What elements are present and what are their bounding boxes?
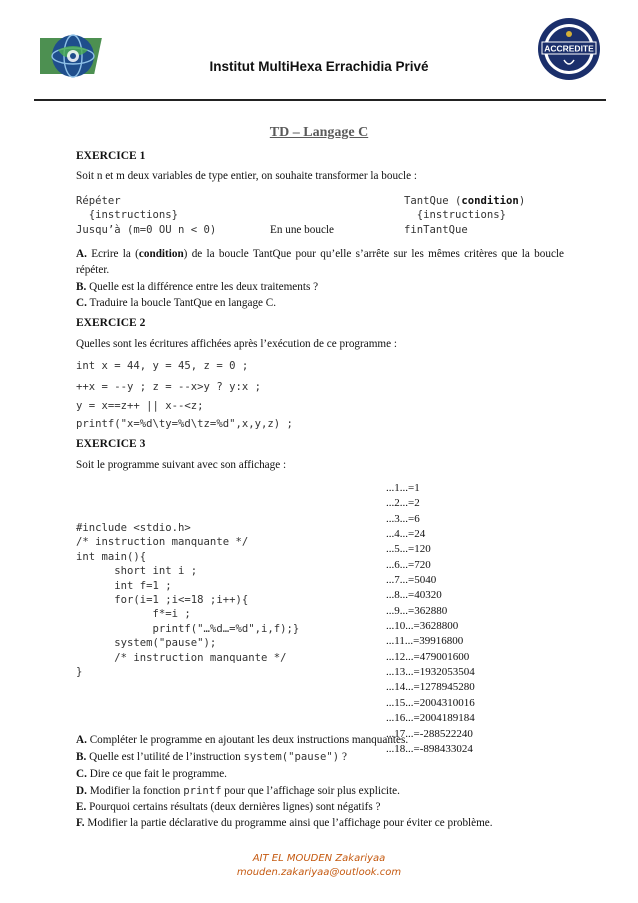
code-line: /* instruction manquante */ <box>76 536 249 549</box>
program-output <box>386 481 475 757</box>
tantque-line-3: finTantQue <box>404 224 468 236</box>
code-line: } <box>76 666 83 679</box>
output-line: ...4...=24 <box>386 528 426 541</box>
exercice-3-question-e: E. Pourquoi certains résultats (deux dernières lignes) sont négatifs ? <box>76 801 381 813</box>
repeat-line-1: Répéter <box>76 195 121 207</box>
accredite-text: ACCREDITE <box>544 43 594 54</box>
footer-author: AIT EL MOUDEN Zakariyaa <box>252 853 386 864</box>
output-line: ...7...=5040 <box>386 574 437 587</box>
exercice-3-question-c: C. Dire ce que fait le programme. <box>76 768 227 780</box>
exercice-1-heading: EXERCICE 1 <box>76 150 146 162</box>
tantque-line-2: {instructions} <box>404 209 507 221</box>
institute-name: Institut MultiHexa Errachidia Privé <box>209 59 429 74</box>
exercice-3-question-f: F. Modifier la partie déclarative du programme ainsi que l’affichage pour éviter ce problème. <box>76 817 493 829</box>
code-line: printf("x=%d\ty=%d\tz=%d",x,y,z) ; <box>76 418 293 430</box>
output-line: ...9...=362880 <box>386 604 448 617</box>
output-line: ...3...=6 <box>386 512 420 525</box>
footer-email: mouden.zakariyaa@outlook.com <box>236 867 402 878</box>
exercice-3-question-a: A. Compléter le programme en ajoutant les deux instructions manquantes. <box>76 734 409 746</box>
code-line: int x = 44, y = 45, z = 0 ; <box>76 360 249 372</box>
exercice-2-intro: Quelles sont les écritures affichées après l’exécution de ce programme : <box>76 338 397 350</box>
output-line: ...1...=1 <box>386 482 420 494</box>
repeat-line-3: Jusqu’à (m=0 OU n < 0) <box>76 224 217 236</box>
output-line: ...6...=720 <box>386 558 431 571</box>
page-title: TD – Langage C <box>269 125 369 140</box>
output-line: ...5...=120 <box>386 543 431 556</box>
code-line: int f=1 ; <box>76 579 172 592</box>
exercice-1-question-b: B. Quelle est la différence entre les deux traitements ? <box>76 281 319 293</box>
code-line: system("pause"); <box>76 637 217 650</box>
output-line: ...10...=3628800 <box>386 620 459 633</box>
middle-text: En une boucle <box>270 224 334 236</box>
footer <box>0 852 638 880</box>
exercice-2-heading: EXERCICE 2 <box>76 317 146 329</box>
output-line: ...8...=40320 <box>386 589 442 602</box>
exercice-3-question-b: B. Quelle est l’utilité de l’instruction system("pause") ? <box>76 751 347 763</box>
code-line: printf("…%d…=%d",i,f);} <box>76 622 300 635</box>
exercice-1-intro: Soit n et m deux variables de type entier, on souhaite transformer la boucle : <box>76 170 417 182</box>
output-line: ...15...=2004310016 <box>386 696 475 709</box>
code-line: /* instruction manquante */ <box>76 651 287 664</box>
code-line: f*=i ; <box>76 608 191 621</box>
exercice-3-intro: Soit le programme suivant avec son affichage : <box>76 459 287 471</box>
exercice-3-code-block <box>76 521 299 679</box>
repeat-line-2: {instructions} <box>76 209 179 221</box>
exercice-1-question-a: A. Ecrire la (condition) de la boucle TantQue pour qu’elle s’arrête sur les mêmes critères que la boucle répéter. <box>76 248 564 276</box>
output-line: ...17...=-288522240 <box>386 727 473 740</box>
header-divider <box>34 99 606 101</box>
code-line: short int i ; <box>76 565 198 578</box>
output-line: ...2...=2 <box>386 497 420 510</box>
output-line: ...12...=479001600 <box>386 650 470 663</box>
output-line: ...16...=2004189184 <box>386 712 475 725</box>
code-line: y = x==z++ || x--<z; <box>76 400 204 412</box>
code-line: int main(){ <box>76 550 147 563</box>
tantque-line-1: TantQue (condition) <box>404 195 526 207</box>
code-line: ++x = --y ; z = --x>y ? y:x ; <box>76 381 261 393</box>
code-line: #include <stdio.h> <box>76 522 191 534</box>
output-line: ...18...=-898433024 <box>386 742 473 755</box>
output-line: ...13...=1932053504 <box>386 666 475 679</box>
output-line: ...14...=1278945280 <box>386 681 475 694</box>
exercice-3-question-d: D. Modifier la fonction printf pour que l’affichage soir plus explicite. <box>76 785 400 797</box>
output-line: ...11...=39916800 <box>386 635 464 648</box>
exercice-1-question-c: C. Traduire la boucle TantQue en langage C. <box>76 297 277 309</box>
code-line: for(i=1 ;i<=18 ;i++){ <box>76 594 249 607</box>
exercice-3-heading: EXERCICE 3 <box>76 438 146 450</box>
institute-logo-globe-icon <box>40 28 106 84</box>
